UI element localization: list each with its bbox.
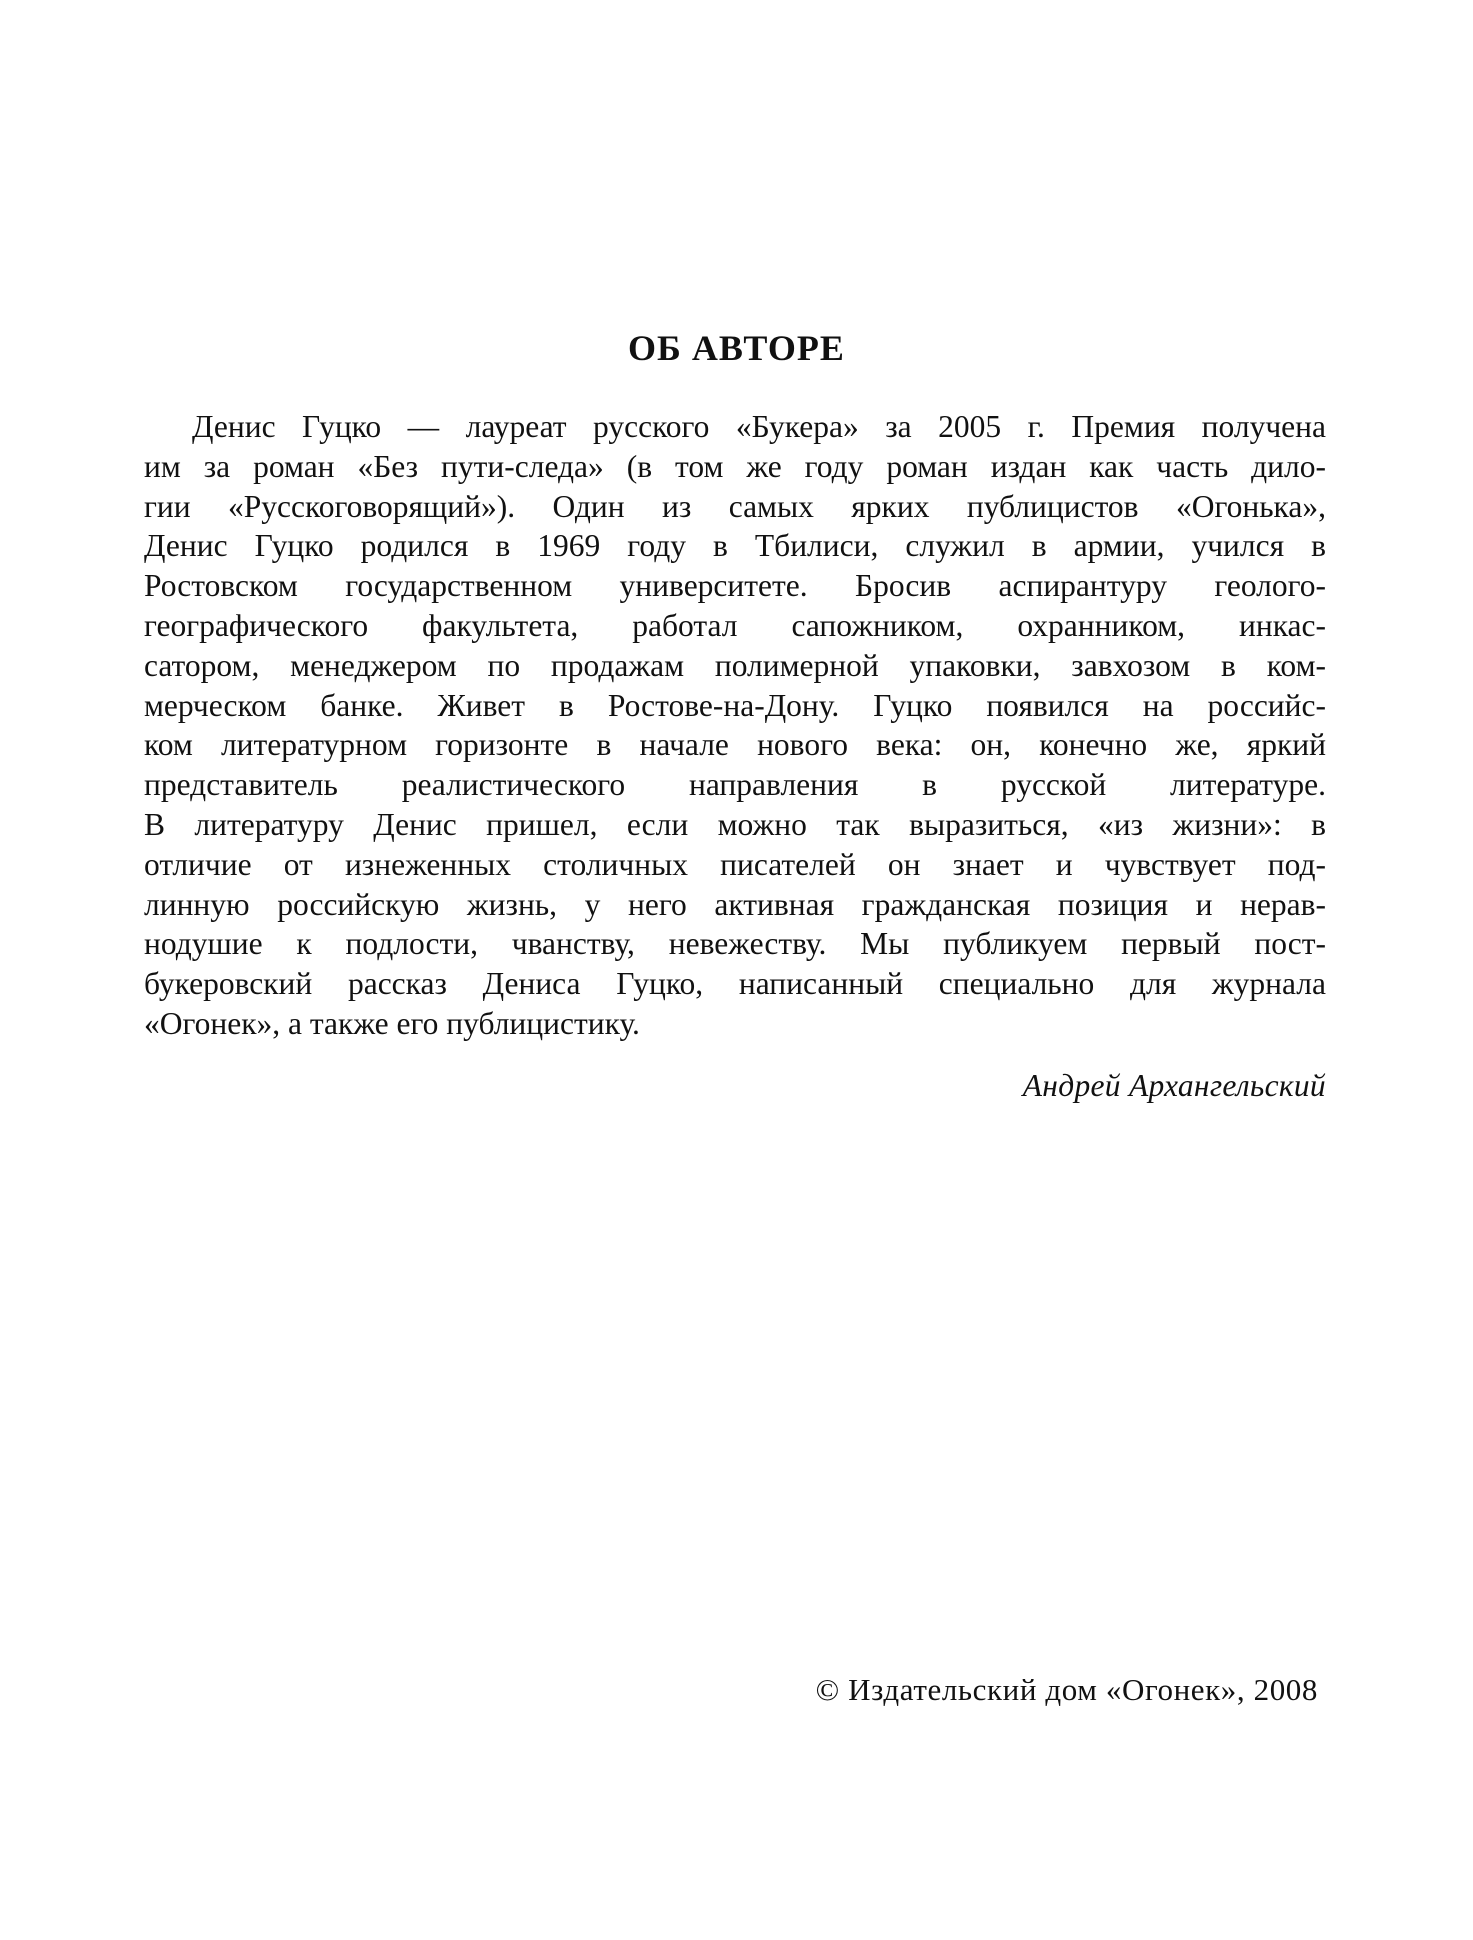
paragraph-line: линную российскую жизнь, у него активная гражданская позиция и нерав- <box>144 886 1326 922</box>
paragraph-line: В литературу Денис пришел, если можно так выразиться, «из жизни»: в <box>144 806 1326 842</box>
about-author-paragraph <box>144 407 1326 1044</box>
paragraph-line: географического факультета, работал сапожником, охранником, инкас- <box>144 607 1326 643</box>
paragraph-line: мерческом банке. Живет в Ростове-на-Дону. Гуцко появился на российс- <box>144 687 1326 723</box>
paragraph-line: сатором, менеджером по продажам полимерной упаковки, завхозом в ком- <box>144 647 1326 683</box>
paragraph-line: отличие от изнеженных столичных писателей он знает и чувствует под- <box>144 846 1326 882</box>
paragraph-line: букеровский рассказ Дениса Гуцко, написанный специально для журнала <box>144 966 1326 1002</box>
paragraph-line: «Огонек», а также его публицистику. <box>144 1005 640 1041</box>
copyright-notice: © Издательский дом «Огонек», 2008 <box>815 1672 1318 1707</box>
paragraph-line: ком литературном горизонте в начале нового века: он, конечно же, яркий <box>144 727 1326 763</box>
paragraph-line: Ростовском государственном университете. Бросив аспирантуру геолого- <box>144 568 1326 604</box>
paragraph-line: Денис Гуцко родился в 1969 году в Тбилиси, служил в армии, учился в <box>144 528 1326 564</box>
paragraph-line: Денис Гуцко — лауреат русского «Букера» за 2005 г. Премия получена <box>192 409 1326 444</box>
paragraph-line: гии «Русскоговорящий»). Один из самых ярких публицистов «Огонька», <box>144 488 1326 524</box>
author-signature: Андрей Архангельский <box>1022 1068 1326 1103</box>
page-title: ОБ АВТОРЕ <box>628 328 845 368</box>
paragraph-line: представитель реалистического направления в русской литературе. <box>144 767 1326 803</box>
paragraph-line: им за роман «Без пути-следа» (в том же году роман издан как часть дило- <box>144 448 1326 484</box>
paragraph-line: нодушие к подлости, чванству, невежеству. Мы публикуем первый пост- <box>144 926 1326 962</box>
